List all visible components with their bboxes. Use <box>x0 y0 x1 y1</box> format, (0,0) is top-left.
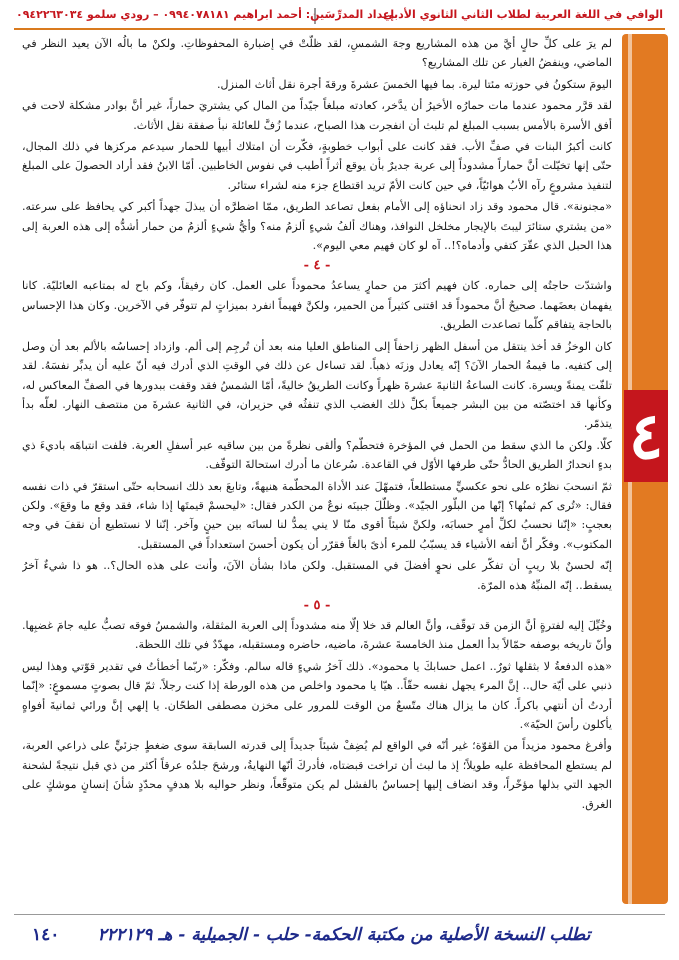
page-footer <box>14 914 665 955</box>
page-number: ١٤٠ <box>32 925 60 945</box>
paragraph: لقد قرَّر محمود عندما مات حمارُه الأخيرُ أن يدَّخر، كعادته مبلغاً جيّداً من المال كي يشتريَ حماراً، غير أنَّ بوادر مشكلة لاحت في أفق الأسرة بالأمس بسبب المبلغ لم تلبث أن انفجرت هذا الصباح، عندما زُفَّ للعائلة نبأ صفقة نقل الأثاث. <box>22 99 612 132</box>
paragraph: «مجنونة». قال محمود وقد زاد انحناؤه إلى الأمام بفعل تصاعد الطريق، ممّا اضطرَّه أن يبذلَ جهداً أكبر كي يحافظ على سرعته. «من يشتري ستائرَ ليبتَ بالإيجار مخلخل النوافذ، وهناك ألفُ شيءٍ ألزمُ منه؟ وأيُّ شيءٍ ألزمُ من حمار أشدُّه إلى هذه العربة إلى هذا الحبل الذي عقّرَ كتفي وأدماه؟!.. آه لو كان فهيم معي اليوم». <box>22 200 612 253</box>
paragraph: كلّا. ولكن ما الذي سقط من الحمل في المؤخرة فتحطّم؟ وألقى نظرةً من بين ساقيه عبر أسفلِ العربة. فلفت انتباهَه باديءَ ذي بدءٍ انحدارُ الطريق الحادُّ حتّى طرفها الأوّل في القاعدة. سُرعان ما أدرك استحالةَ التوقّف. <box>22 438 612 472</box>
authors-line: إعداد المدرِّسَين: أحمد ابراهيم ٠٩٩٤٠٧٨١٨١ – رودي سلمو ٠٩٤٢٢٦٣٠٣٤ <box>16 8 395 21</box>
text-column <box>22 34 612 894</box>
section-number-5: - ٥ - <box>303 597 331 613</box>
paragraph: وخُيِّلَ إليه لفترةٍ أنَّ الزمن قد توقّف، وأنَّ العالم قد خلا إلّا منه مشدوداً إلى العربة المثقلة، والشمسُ فوقه تصبُّ عليه جامَ غضبِها. وأنّ تاريخه بوصفه حمّالاً بدأ العمل منذ الخامسةَ عشرةَ، ماضيه، حاضره ومستقبله، مهدّدٌ في تلك اللحظة. <box>22 618 612 652</box>
chapter-number-badge: ٤ <box>624 390 668 482</box>
paragraph: إنّه لحسنٌ بلا ريبٍ أن تفكّر على نحوٍ أفضلَ في المستقبل. ولكن ماذا بشأن الآنَ، وأنت على هذه الحال؟.. هو ذا شيءٌ آخرُ يسقط.. إنّه المنبِّهُ هذه المرّة. <box>22 559 612 592</box>
footer-notice: تطلب النسخة الأصلية من مكتبة الحكمة- حلب - الجميلية - هـ ٢٢٢١٢٩ <box>97 925 591 945</box>
paragraph: واشتدّت حاجتُه إلى حماره. كان فهيم أكثرَ من حمارٍ يساعدُ محموداً على العمل. كان رفيقاً، وكم باح له بمتاعبه العائليّة. كانا يفهمان بعضَهما. صحيحٌ أنَّ محموداً قد اقتنى كثيراً من الحمير، ولكنَّ فهيماً انفرد بميزاتٍ لم تتوفّر في الآخرين. وكان هذا الإحساس بالحاجة يتفاقم كلّما تصاعدت الطريق. <box>22 279 612 332</box>
section-number-4: - ٤ - <box>303 258 331 274</box>
paragraph: وأفرغ محمود مزيداً من القوّة؛ غير أنّه في الواقع لم يُضِفْ شيئاً جديداً إلى قدرته السابقة سوى ضغطٍ جزئيٍّ على ذراعي العربة، لم يستطع المحافظة عليه طويلاً؛ إذ ما لبث أن تراخت قبضتاه، فأدركَ أنّها النهايةُ، ورشحَ جلدُه عرقاً أكثر من ذي قبل نتيجةً لشحنة الجهد التي بذلها مؤخّراً، وقد انضاف إليها إحساسٌ بالفشل لم يكن متوقّعاً، ونظر حواليه بلا هدفٍ محدّدٍ شأنَ إنسانٍ موشكٍ على الغرق. <box>22 739 612 811</box>
paragraph: «هذه الدفعةُ لا بثقلها ثورٌ.. اعمل حسابكَ يا محمود». ذلك آخرُ شيءٍ قاله سالم. وفكّر: «ربّما أخطأتُ في تقدير قوّتي وهذا ليس ذنبي على أيّة حال.. إنَّ المرء يجهل نفسه حقّاً.. هيّا يا محمود واخلص من هذه الورطة إذا كنت رجلاً. ثمّ قال بصوتٍ مسموعٍ: «إنّما أردتُ أن أنتهي باكراً. كان ما يزال هناك متّسعٌ من الوقت للمرور على مخزن مصطفى الطحّان. يا إلهي إنَّ ورائي ثمانيةَ أفواهٍ يأكلون رأسَ الحيّة». <box>22 659 612 731</box>
paragraph: كانت أكبرُ البنات في صفِّ الأب. فقد كانت على أبواب خطوبةٍ، فكّرت أن امتلاك أبيها للحمار سيدعم مركزها في ذلك المجال، حتّى إنها تخيّلت أنَّ حماراً مشدوداً إلى عربة جديرٌ بأن يوقع أثراً أطيب في نفوس الخاطبين. أمّا الابنُ فقد أراد الحصولَ على المبلغ لتنفيذ مشروعٍ رآه الأبُ هوائيّاً، في حين كانت الأمّ تريد اقتطاع جزء منه لشراء ستائر. <box>22 140 612 192</box>
paragraph: اليومَ ستكونُ في حوزته مئتا ليرة. بما فيها الخمسَ عشرةَ ورقةَ أجرة نقل أثاث المنزل. <box>217 77 612 91</box>
paragraph: ثمّ انسحبَ نظرُه على نحو عكسيٍّ مستطلعاً، فتمهّلَ عند الأداة المحطّمة هنيهةً، وتابعَ بعد ذلك انسحابه حتّى استقرّ في ذات نفسه فقال: «تُرى كم ثمنُها؟ إنّها من البلّور الجيّد». وظلّلَ جبينَه نوعٌ من الكدر فقال: «ليحسمْ قيمتَها إذا شاء، فقد وقع ما وقعَ». ولكن بعجبٍ: «إنّنا نحسبُ لكلِّ أمرٍ حسابَه، ولكنَّ شيئاً أقوى منّا لا يني يمدُّ لنا لسانَه بين حينٍ وآخر. إنّنا لا نستطيع أن نقفَ في وجه المكتوب». وفكّر أنَّ أتفه الأشياء قد يسبّبُ للمرء أذىً بالغاً فقرّر أن يكون أحسنَ استعداداً في المستقبل. <box>22 479 612 551</box>
paragraph: كان الوخزُ قد أخذ ينتقل من أسفل الظهر زاحفاً إلى المناطق العليا منه بعد أن تُرجِم إلى ألم. وازداد إحساسُه بالألم بعد أن وصل إلى كتفيه. ما قيمةُ الحمار الآنَ؟ إنّه يعادل وزنَه ذهباً. لقد تساءل عن ذلك في الوقتِ الذي أدرك فيه أنّ عليه أن يدبِّر نفسَهُ. لقد تلفّت يمنةً ويسرة. كانت الساعةُ الثانيةَ عشرةَ ظهراً وكانت الطريقُ خاليةً، أمّا الشمسُ فقد وقفت ببدورها في الصفِّ المعاكس له، وكأنها قد اختصّته من بين البشر جميعاً بكلِّ ذلك الغضب الذي تنفثُه في حزيران، في الثانية عشرةَ من منتصف النهار. لعلّه بدأ يتذمّر. <box>22 339 612 431</box>
paragraph: لم يرَ على كلِّ حالٍ أيَّ من هذه المشاريع وجهَ الشمسِ، لقد ظلّتْ في إضبارة المحفوظاتِ. ولكنْ ما بالُه الآن يعيد النظر في الماضي، وينفضُ الغبار عن تلك المشاريع؟ <box>22 37 612 70</box>
page-header <box>14 6 665 30</box>
book-title: الوافي في اللغة العربية لطلاب الثاني الثانوي الأدبي <box>382 8 663 21</box>
